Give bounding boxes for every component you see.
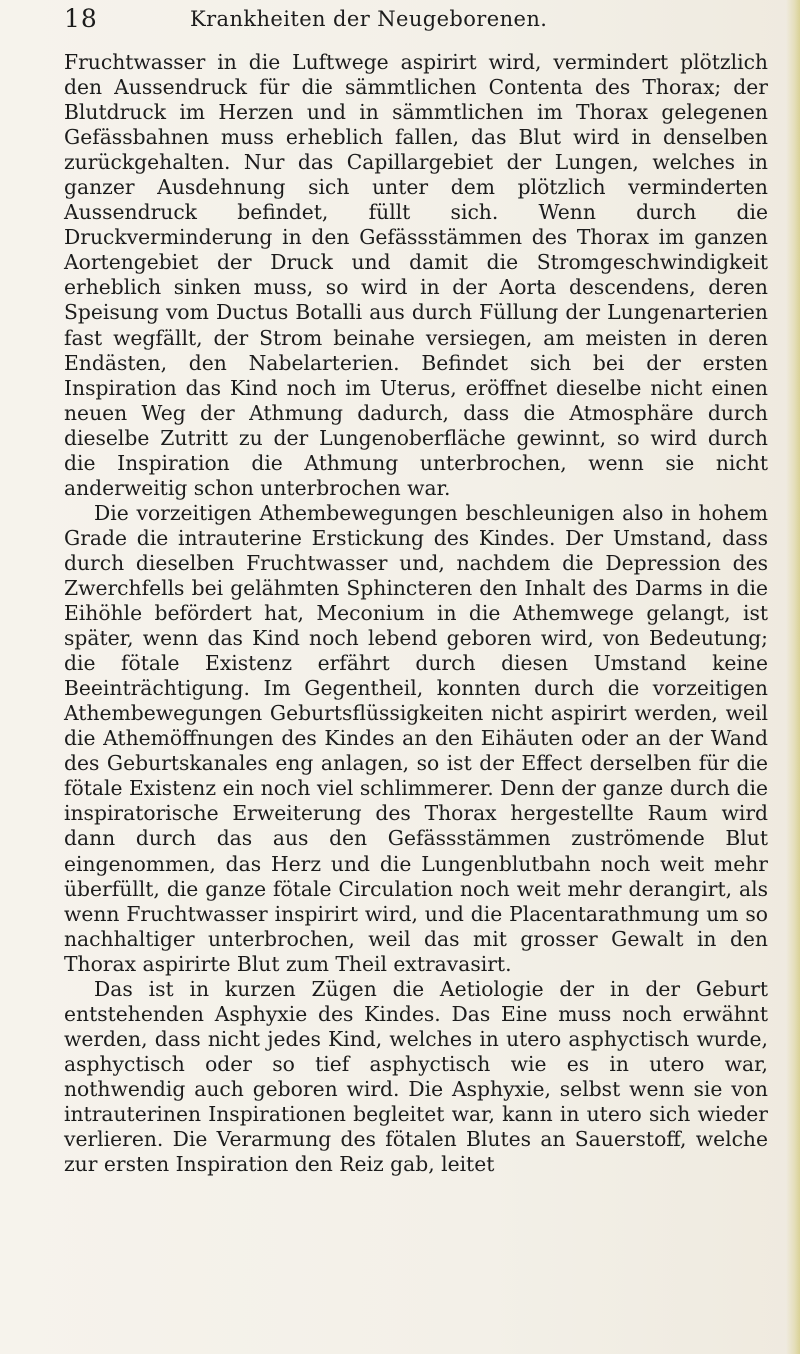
page-number: 18 bbox=[64, 4, 98, 33]
paragraph-2: Die vorzeitigen Athembewegungen beschleunigen also in hohem Grade die intrauterine Erstickung des Kindes. Der Umstand, dass durch dieselben Fruchtwasser und, nachdem die Depression des Zwerchfells bei gelähmten Sphincteren den Inhalt des Darms in die Eihöhle befördert hat, Meconium in die Athemwege gelangt, ist später, wenn das Kind noch lebend geboren wird, von Bedeutung; die fötale Existenz erfährt durch diesen Umstand keine Beeinträchtigung. Im Gegentheil, konnten durch die vorzeitigen Athembewegungen Geburtsflüssigkeiten nicht aspirirt werden, weil die Athemöffnungen des Kindes an den Eihäuten oder an der Wand des Geburtskanales eng anlagen, so ist der Effect derselben für die fötale Existenz ein noch viel schlimmerer. Denn der ganze durch die inspiratorische Erweiterung des Thorax hergestellte Raum wird dann durch das aus den Gefässstämmen zuströmende Blut eingenommen, das Herz und die Lungenblutbahn noch weit mehr überfüllt, die ganze fötale Circulation noch weit mehr derangirt, als wenn Fruchtwasser inspirirt wird, und die Placentarathmung um so nachhaltiger unterbrochen, weil das mit grosser Gewalt in den Thorax aspirirte Blut zum Theil extravasirt. bbox=[64, 500, 768, 976]
body-text bbox=[64, 50, 768, 1177]
paragraph-1: Fruchtwasser in die Luftwege aspirirt wird, vermindert plötzlich den Aussendruck für die sämmtlichen Contenta des Thorax; der Blutdruck im Herzen und in sämmtlichen im Thorax gelegenen Gefässbahnen muss erheblich fallen, das Blut wird in denselben zurückgehalten. Nur das Capillargebiet der Lungen, welches in ganzer Ausdehnung sich unter dem plötzlich verminderten Aussendruck befindet, füllt sich. Wenn durch die Druckverminderung in den Gefässstämmen des Thorax im ganzen Aortengebiet der Druck und damit die Stromgeschwindigkeit erheblich sinken muss, so wird in der Aorta descendens, deren Speisung vom Ductus Botalli aus durch Füllung der Lungenarterien fast wegfällt, der Strom beinahe versiegen, am meisten in deren Endästen, den Nabelarterien. Befindet sich bei der ersten Inspiration das Kind noch im Uterus, eröffnet dieselbe nicht einen neuen Weg der Athmung dadurch, dass die Atmosphäre durch dieselbe Zutritt zu der Lungenoberfläche gewinnt, so wird durch die Inspiration die Athmung unterbrochen, wenn sie nicht anderweitig schon unterbrochen war. bbox=[64, 50, 768, 500]
page-header bbox=[64, 4, 764, 38]
running-title: Krankheiten der Neugeborenen. bbox=[190, 7, 548, 31]
page-edge-shadow bbox=[786, 0, 800, 1354]
paragraph-3: Das ist in kurzen Zügen die Aetiologie der in der Geburt entstehenden Asphyxie des Kindes. Das Eine muss noch erwähnt werden, dass nicht jedes Kind, welches in utero asphyctisch wurde, asphyctisch oder so tief asphyctisch wie es in utero war, nothwendig auch geboren wird. Die Asphyxie, selbst wenn sie von intrauterinen Inspirationen begleitet war, kann in utero sich wieder verlieren. Die Verarmung des fötalen Blutes an Sauerstoff, welche zur ersten Inspiration den Reiz gab, leitet bbox=[64, 976, 768, 1177]
